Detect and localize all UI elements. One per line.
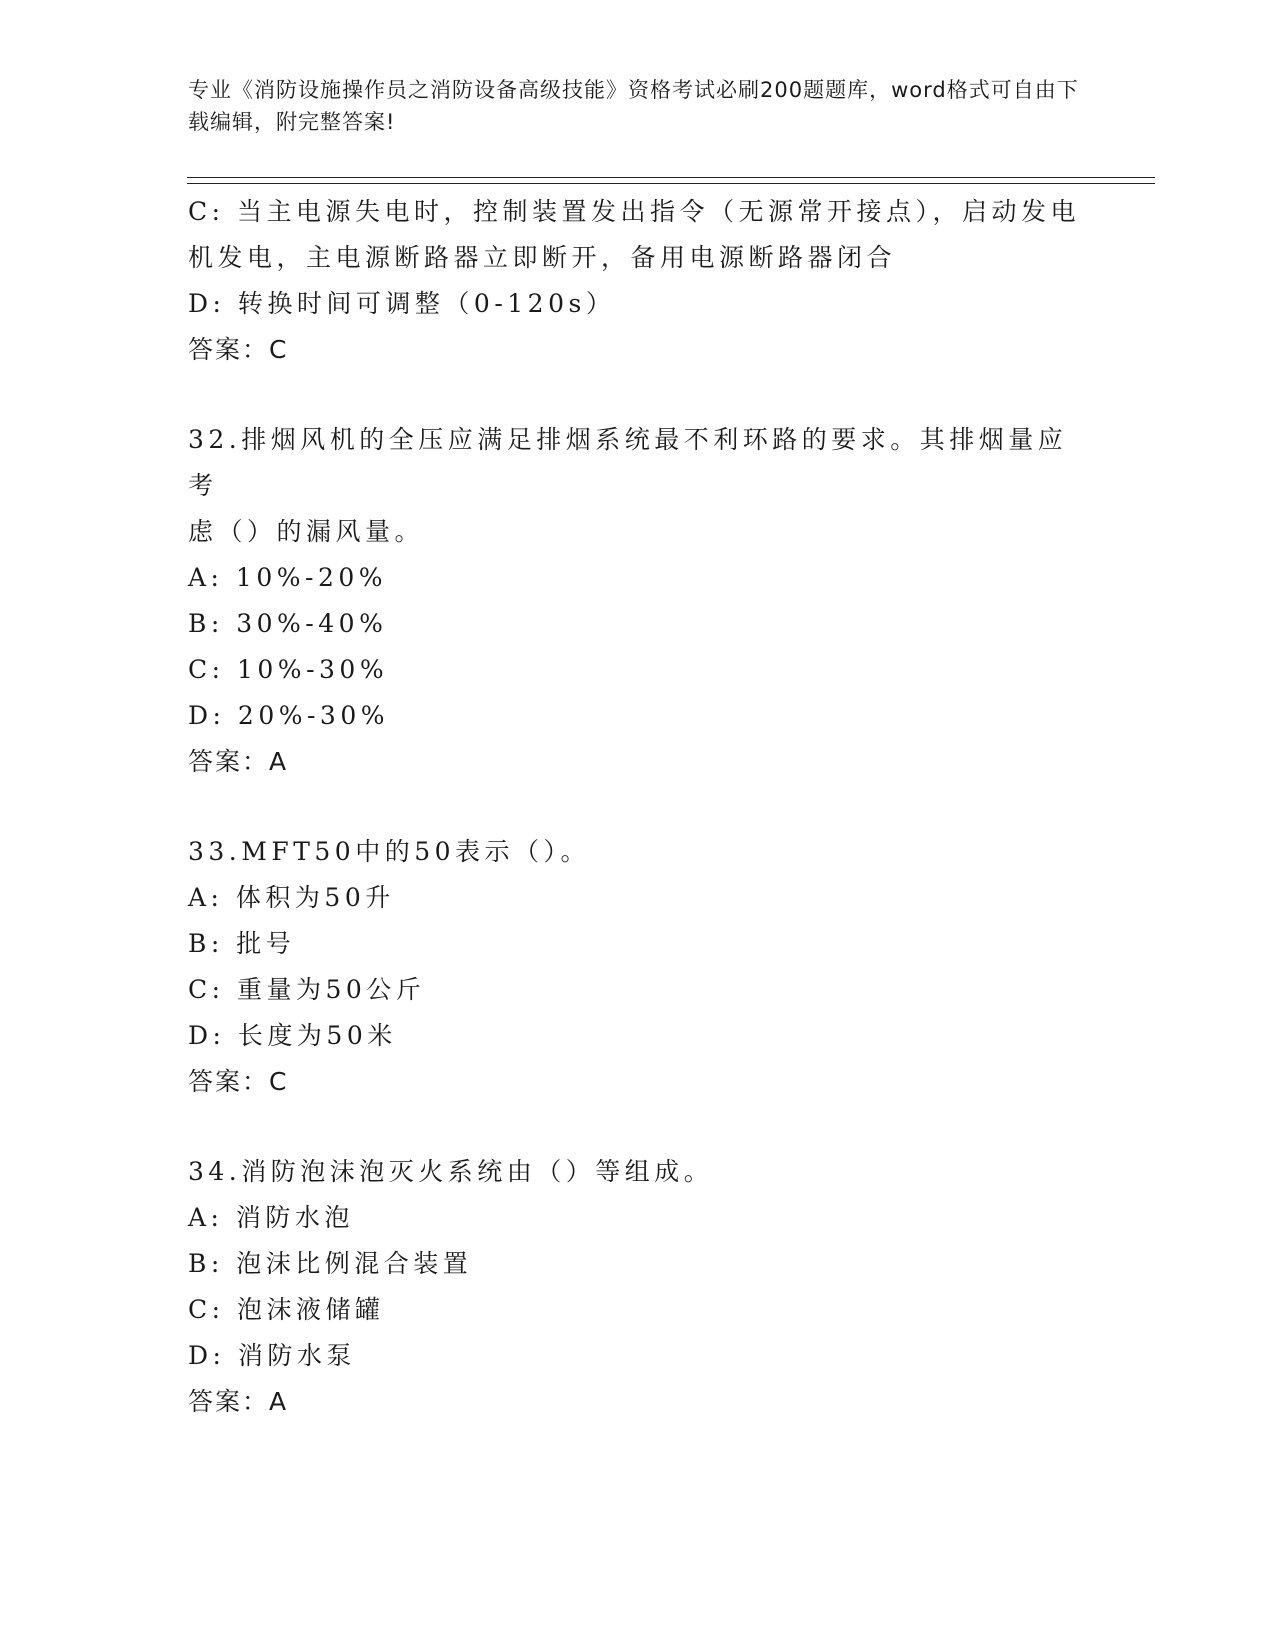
option-c: C: 10%-30% xyxy=(188,655,389,684)
option-d: D: 转换时间可调整（0-120s） xyxy=(188,289,616,318)
option-d: D: 消防水泵 xyxy=(188,1341,356,1370)
option-c: C: 泡沫液储罐 xyxy=(188,1295,385,1324)
question-stem-continued: 虑（）的漏风量。 xyxy=(188,517,425,546)
question-stem: 32.排烟风机的全压应满足排烟系统最不利环路的要求。其排烟量应考 xyxy=(188,425,1068,500)
option-c-continued: 机发电，主电源断路器立即断开，备用电源断路器闭合 xyxy=(188,243,897,272)
question-32 xyxy=(188,417,1088,785)
option-d: D: 长度为50米 xyxy=(188,1021,397,1050)
answer-line: 答案：A xyxy=(188,1387,289,1416)
option-a: A: 消防水泡 xyxy=(188,1203,354,1232)
question-34 xyxy=(188,1149,1088,1425)
option-b: B: 批号 xyxy=(188,929,296,958)
answer-line: 答案：C xyxy=(188,335,289,364)
answer-line: 答案：C xyxy=(188,1067,289,1096)
option-b: B: 30%-40% xyxy=(188,609,388,638)
option-d: D: 20%-30% xyxy=(188,701,389,730)
option-b: B: 泡沫比例混合装置 xyxy=(188,1249,473,1278)
option-a: A: 10%-20% xyxy=(188,563,388,592)
question-stem: 34.消防泡沫泡灭火系统由（）等组成。 xyxy=(188,1157,714,1186)
question-content xyxy=(188,189,1088,1425)
continued-question xyxy=(188,189,1088,373)
document-header: 专业《消防设施操作员之消防设备高级技能》资格考试必刷200题题库，word格式可自由下载编辑，附完整答案! xyxy=(188,78,1079,134)
option-c: C: 重量为50公斤 xyxy=(188,975,426,1004)
question-33 xyxy=(188,829,1088,1105)
question-stem: 33.MFT50中的50表示（）。 xyxy=(188,837,591,866)
header-rule-top xyxy=(187,177,1155,178)
option-c: C: 当主电源失电时，控制装置发出指令（无源常开接点），启动发电 xyxy=(188,197,1081,226)
header-rule-bottom xyxy=(187,183,1155,184)
option-a: A: 体积为50升 xyxy=(188,883,395,912)
answer-line: 答案：A xyxy=(188,747,289,776)
